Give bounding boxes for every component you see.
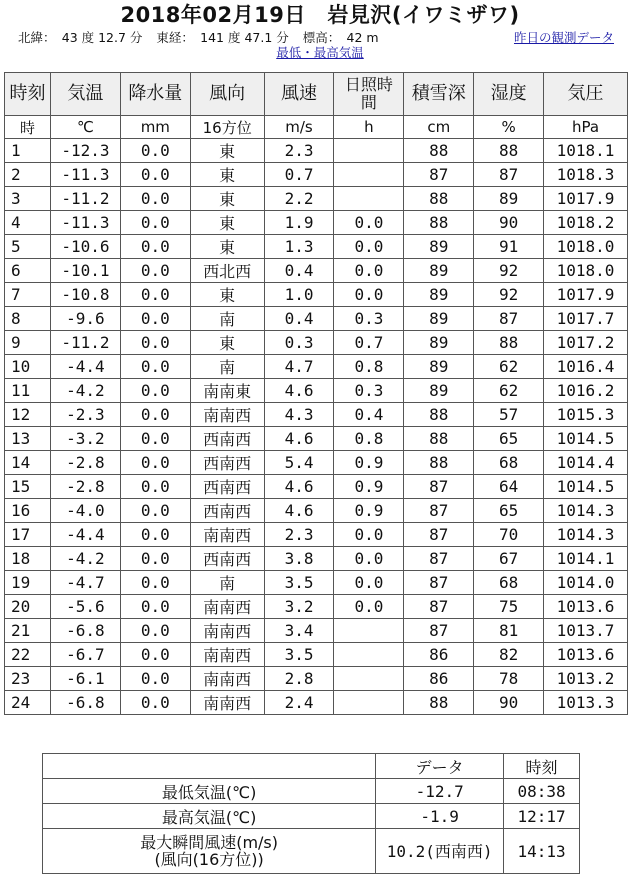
column-unit: cm [404,116,474,139]
table-cell: 82 [474,643,544,667]
table-cell: 67 [474,547,544,571]
summary-value: 10.2(西南西) [376,829,504,874]
table-cell: 0.0 [120,139,190,163]
table-row [5,571,628,595]
table-cell: 78 [474,667,544,691]
table-cell: 75 [474,595,544,619]
table-cell: 0.0 [334,283,404,307]
table-cell: -4.2 [50,547,120,571]
table-cell: 1017.7 [544,307,628,331]
table-cell [334,139,404,163]
table-cell: 4.6 [264,379,334,403]
table-cell: 西南西 [190,427,264,451]
table-cell: -4.4 [50,355,120,379]
table-cell: 南南西 [190,523,264,547]
table-cell: 0.0 [120,235,190,259]
table-cell: 0.8 [334,427,404,451]
table-cell: 14 [5,451,51,475]
table-cell: 88 [404,211,474,235]
table-cell: 2.4 [264,691,334,715]
table-cell: 南南東 [190,379,264,403]
table-cell: 3.5 [264,571,334,595]
table-row [5,355,628,379]
table-cell: 7 [5,283,51,307]
table-cell: 1013.7 [544,619,628,643]
table-cell [334,667,404,691]
table-cell: 87 [404,595,474,619]
table-cell [334,691,404,715]
table-row [5,139,628,163]
table-cell: 0.0 [334,235,404,259]
column-header: 日照時 間 [334,73,404,116]
table-cell: 20 [5,595,51,619]
table-cell: 0.4 [334,403,404,427]
table-cell: 2.3 [264,139,334,163]
table-cell: 0.0 [334,547,404,571]
table-cell: -4.4 [50,523,120,547]
table-cell: 62 [474,355,544,379]
table-row [5,547,628,571]
table-row [5,595,628,619]
table-row [5,259,628,283]
summary-value: -1.9 [376,804,504,829]
table-row [5,643,628,667]
table-cell: 1016.2 [544,379,628,403]
table-cell: 87 [404,499,474,523]
table-cell: 19 [5,571,51,595]
table-cell: 0.0 [120,451,190,475]
table-cell: 91 [474,235,544,259]
table-cell: 0.7 [264,163,334,187]
table-cell: 南 [190,307,264,331]
summary-value: -12.7 [376,779,504,804]
table-cell: 0.0 [120,547,190,571]
table-cell: 西南西 [190,451,264,475]
table-cell: 65 [474,499,544,523]
table-cell: 89 [474,187,544,211]
table-cell: 1018.2 [544,211,628,235]
table-cell: 87 [474,163,544,187]
summary-row-max-gust [43,829,580,874]
table-cell [334,187,404,211]
column-unit: ℃ [50,116,120,139]
table-cell: 1014.4 [544,451,628,475]
table-cell: 57 [474,403,544,427]
table-cell: -5.6 [50,595,120,619]
table-cell: 0.3 [334,379,404,403]
table-cell: 24 [5,691,51,715]
table-cell: 3.5 [264,643,334,667]
table-row [5,499,628,523]
table-cell: 4.6 [264,475,334,499]
table-cell: 0.0 [120,331,190,355]
table-cell: 0.0 [120,259,190,283]
table-cell: 1018.0 [544,259,628,283]
table-cell: 5 [5,235,51,259]
table-cell: 15 [5,475,51,499]
table-cell: -11.2 [50,187,120,211]
observation-table [4,72,628,715]
table-cell: 1018.0 [544,235,628,259]
table-cell: 1015.3 [544,403,628,427]
table-cell: 0.9 [334,499,404,523]
table-cell: -9.6 [50,307,120,331]
table-cell: 0.0 [120,619,190,643]
summary-row-min-temp [43,779,580,804]
table-cell: 0.7 [334,331,404,355]
table-cell: 87 [404,523,474,547]
table-cell: 88 [404,403,474,427]
table-cell: 87 [404,619,474,643]
table-row [5,163,628,187]
summary-table [42,753,580,874]
table-cell: 南南西 [190,619,264,643]
table-cell: 1017.9 [544,283,628,307]
table-cell: 87 [474,307,544,331]
table-cell: -6.8 [50,619,120,643]
table-cell: 70 [474,523,544,547]
table-cell: 65 [474,427,544,451]
table-cell: 2 [5,163,51,187]
table-cell: 南南西 [190,667,264,691]
table-cell: 88 [404,139,474,163]
table-cell: 89 [404,307,474,331]
table-cell: 3.8 [264,547,334,571]
table-cell: 0.0 [334,571,404,595]
table-cell: 西南西 [190,547,264,571]
header-row [5,73,628,116]
latitude: 北緯： 43 度 12.7 分 [18,30,143,45]
table-cell: -4.0 [50,499,120,523]
table-cell: 89 [404,379,474,403]
summary-label-line1: 最大瞬間風速(m/s) [140,833,279,852]
table-cell: 92 [474,259,544,283]
table-row [5,475,628,499]
table-cell: 0.0 [120,211,190,235]
table-cell: 1016.4 [544,355,628,379]
table-cell: 0.0 [120,595,190,619]
table-cell: 18 [5,547,51,571]
table-row [5,331,628,355]
table-row [5,235,628,259]
table-cell: 南 [190,355,264,379]
table-cell: 4.3 [264,403,334,427]
table-cell: -11.2 [50,331,120,355]
column-header: 時刻 [5,73,51,116]
table-cell: 10 [5,355,51,379]
table-cell: 86 [404,643,474,667]
table-cell: 17 [5,523,51,547]
table-row [5,187,628,211]
table-cell: -4.7 [50,571,120,595]
table-cell: 0.0 [120,355,190,379]
summary-label: 最高気温(℃) [43,804,376,829]
table-cell: 1014.3 [544,499,628,523]
table-cell: 87 [404,571,474,595]
table-cell: 1014.5 [544,475,628,499]
table-cell: 9 [5,331,51,355]
page-title: 2018年02月19日 岩見沢(イワミザワ) [120,3,520,27]
table-cell: 6 [5,259,51,283]
table-cell: 0.0 [120,691,190,715]
column-unit: h [334,116,404,139]
table-cell: -3.2 [50,427,120,451]
table-cell: 0.0 [120,187,190,211]
table-cell: 1014.5 [544,427,628,451]
table-cell: 1.3 [264,235,334,259]
table-row [5,307,628,331]
table-cell: 0.0 [120,427,190,451]
summary-time: 08:38 [504,779,580,804]
table-cell: 0.0 [120,379,190,403]
table-cell: 88 [474,139,544,163]
table-cell: 0.0 [120,571,190,595]
column-unit: hPa [544,116,628,139]
table-cell: 89 [404,235,474,259]
table-cell: 89 [404,259,474,283]
table-cell: 0.9 [334,451,404,475]
table-cell: -6.7 [50,643,120,667]
table-cell: 0.0 [334,211,404,235]
table-row [5,667,628,691]
table-cell: 88 [404,691,474,715]
table-cell: -4.2 [50,379,120,403]
table-cell: 4 [5,211,51,235]
table-cell: 南南西 [190,403,264,427]
table-cell: -11.3 [50,211,120,235]
table-body [5,139,628,715]
summary-label: 最低気温(℃) [43,779,376,804]
table-cell: -2.8 [50,475,120,499]
table-row [5,451,628,475]
column-unit: % [474,116,544,139]
table-row [5,283,628,307]
table-cell: 4.6 [264,499,334,523]
table-cell: 2.8 [264,667,334,691]
column-header: 気圧 [544,73,628,116]
table-row [5,619,628,643]
table-cell: 81 [474,619,544,643]
table-cell: 0.0 [120,283,190,307]
column-unit: m/s [264,116,334,139]
column-header: 降水量 [120,73,190,116]
column-unit: mm [120,116,190,139]
table-cell: 87 [404,163,474,187]
summary-col-data: データ [376,754,504,779]
min-max-temp-link[interactable]: 最低・最高気温 [276,45,364,60]
table-row [5,211,628,235]
elevation: 標高： 42 m [302,30,379,45]
summary-row-max-temp [43,804,580,829]
column-header: 積雪深 [404,73,474,116]
table-cell: 1017.2 [544,331,628,355]
table-cell: 0.0 [120,475,190,499]
table-cell: 東 [190,283,264,307]
table-cell: 88 [474,331,544,355]
table-row [5,379,628,403]
table-cell: 87 [404,475,474,499]
table-cell: 東 [190,139,264,163]
table-cell: 1013.3 [544,691,628,715]
table-cell: 1014.1 [544,547,628,571]
table-cell: 0.0 [334,523,404,547]
table-cell: 1013.6 [544,595,628,619]
table-cell: 0.0 [334,259,404,283]
table-cell: 東 [190,211,264,235]
table-cell: -11.3 [50,163,120,187]
table-cell: 西南西 [190,499,264,523]
column-unit: 時 [5,116,51,139]
summary-header-row [43,754,580,779]
table-cell: 1013.2 [544,667,628,691]
table-cell: 0.0 [120,523,190,547]
summary-time: 14:13 [504,829,580,874]
table-cell: 87 [404,547,474,571]
table-cell: 0.8 [334,355,404,379]
table-cell: 南南西 [190,691,264,715]
table-cell: -10.1 [50,259,120,283]
table-cell: 86 [404,667,474,691]
column-header: 湿度 [474,73,544,116]
table-cell: -10.6 [50,235,120,259]
table-cell: 5.4 [264,451,334,475]
table-cell: 92 [474,283,544,307]
column-unit: 16方位 [190,116,264,139]
table-cell: 0.3 [334,307,404,331]
table-cell: 16 [5,499,51,523]
unit-row [5,116,628,139]
table-cell: 0.0 [334,595,404,619]
table-cell: -10.8 [50,283,120,307]
table-cell: 21 [5,619,51,643]
table-cell: 1 [5,139,51,163]
table-cell: -2.3 [50,403,120,427]
table-cell: 東 [190,235,264,259]
table-row [5,403,628,427]
table-cell: -2.8 [50,451,120,475]
table-cell: 64 [474,475,544,499]
station-meta [0,30,640,46]
table-cell: 0.9 [334,475,404,499]
table-cell: 90 [474,691,544,715]
table-row [5,427,628,451]
table-cell: 1018.1 [544,139,628,163]
table-cell: 68 [474,451,544,475]
table-cell: 1014.3 [544,523,628,547]
table-cell: 23 [5,667,51,691]
table-cell: 8 [5,307,51,331]
table-cell: 0.3 [264,331,334,355]
table-cell: 2.3 [264,523,334,547]
table-row [5,523,628,547]
table-cell: 62 [474,379,544,403]
longitude: 東経： 141 度 47.1 分 [156,30,289,45]
table-cell: 西北西 [190,259,264,283]
table-cell: 3.4 [264,619,334,643]
table-cell: 0.4 [264,259,334,283]
table-cell: 東 [190,163,264,187]
column-header: 風向 [190,73,264,116]
table-cell: 0.0 [120,403,190,427]
table-cell [334,619,404,643]
table-cell: 1013.6 [544,643,628,667]
table-cell: 0.0 [120,499,190,523]
table-cell [334,643,404,667]
column-header: 風速 [264,73,334,116]
table-cell: 東 [190,187,264,211]
table-cell: -6.1 [50,667,120,691]
table-cell: 3 [5,187,51,211]
table-cell: 11 [5,379,51,403]
summary-col-time: 時刻 [504,754,580,779]
table-cell: 88 [404,187,474,211]
table-cell: -6.8 [50,691,120,715]
table-cell: 1018.3 [544,163,628,187]
table-cell: 89 [404,331,474,355]
table-cell: -12.3 [50,139,120,163]
table-cell: 89 [404,355,474,379]
table-cell [334,163,404,187]
table-cell: 0.4 [264,307,334,331]
table-cell: 89 [404,283,474,307]
table-cell: 4.6 [264,427,334,451]
table-cell: 0.0 [120,643,190,667]
table-cell: 68 [474,571,544,595]
table-cell: 0.0 [120,163,190,187]
table-cell: 13 [5,427,51,451]
table-cell: 12 [5,403,51,427]
table-cell: 南南西 [190,643,264,667]
table-cell: 0.0 [120,667,190,691]
table-cell: 22 [5,643,51,667]
table-cell: 3.2 [264,595,334,619]
column-header: 気温 [50,73,120,116]
table-cell: 西南西 [190,475,264,499]
table-cell: 88 [404,427,474,451]
table-cell: 1017.9 [544,187,628,211]
table-cell: 2.2 [264,187,334,211]
previous-day-link[interactable]: 昨日の観測データ [513,30,614,45]
table-cell: 1.0 [264,283,334,307]
table-cell: 東 [190,331,264,355]
table-cell: 0.0 [120,307,190,331]
table-row [5,691,628,715]
summary-time: 12:17 [504,804,580,829]
table-cell: 南 [190,571,264,595]
table-cell: 1.9 [264,211,334,235]
table-cell: 88 [404,451,474,475]
table-cell: 4.7 [264,355,334,379]
table-cell: 1014.0 [544,571,628,595]
table-cell: 南南西 [190,595,264,619]
station-coords [18,30,389,46]
table-cell: 90 [474,211,544,235]
summary-label-line2: (風向(16方位)) [154,850,264,869]
summary-label [43,829,376,874]
